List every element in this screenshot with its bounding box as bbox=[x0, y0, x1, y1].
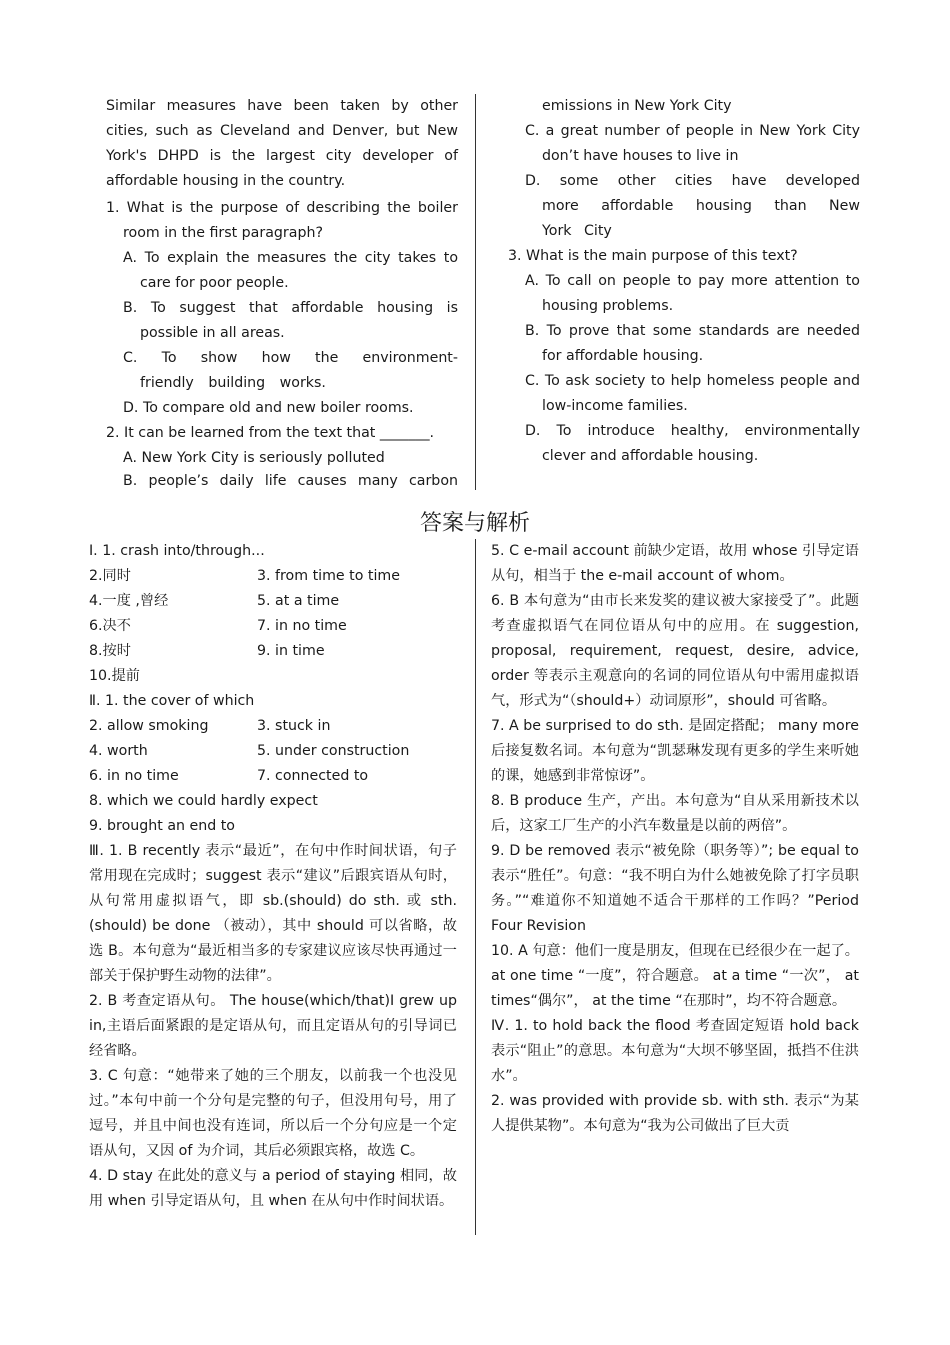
column-divider-bottom bbox=[475, 539, 476, 1235]
answer-3-6: 6. B 本句意为“由市长来发奖的建议被大家接受了”。此题考查虚拟语气在同位语从句中的应用。在 suggestion, proposal, requirement, request, desire, advice, order 等表示主观意向的名词的同位语从句中需用虚拟语气，形式为“（should+）动词原形”，should 可省略。 bbox=[491, 593, 859, 709]
question-1-option-d: D. To compare old and new boiler rooms. bbox=[123, 400, 414, 416]
answer-3-2: 2. B 考查定语从句。 The house(which/that)I grew up in,主语后面紧跟的是定语从句，而且定语从句的引导词已经省略。 bbox=[89, 993, 457, 1059]
answers-column-right bbox=[491, 539, 859, 1139]
answer-row: 4.一度 ,曾经 5. at a time bbox=[89, 593, 340, 609]
answer-2-8: 8. which we could hardly expect bbox=[89, 793, 318, 809]
answer-row: 2. allow smoking 3. stuck in bbox=[89, 718, 331, 734]
question-2-option-a: A. New York City is seriously polluted bbox=[123, 450, 385, 466]
answer-row: 6.决不 7. in no time bbox=[89, 618, 347, 634]
question-2-option-b-cont: emissions in New York City bbox=[542, 98, 732, 114]
answers-title: 答案与解析 bbox=[419, 511, 530, 536]
question-2-option-d: D. some other cities have developed more affordable housing than New York City bbox=[525, 173, 860, 239]
question-1-option-b: B. To suggest that affordable housing is possible in all areas. bbox=[123, 300, 458, 341]
answer-2-9: 9. brought an end to bbox=[89, 818, 235, 834]
answer-3-9: 9. D be removed 表示“被免除（职务等）”; be equal to 表示“胜任”。句意：“我不明白为什么她被免除了打字员职务。”“难道你不知道她不适合干那样的工作吗？”Period Four Revision bbox=[491, 843, 859, 934]
answer-10: 10.提前 bbox=[89, 668, 140, 684]
section-2-head: Ⅱ. 1. the cover of which bbox=[89, 693, 255, 709]
answer-row: 4. worth 5. under construction bbox=[89, 743, 410, 759]
question-3-option-b: B. To prove that some standards are needed for affordable housing. bbox=[525, 323, 860, 364]
reading-paragraph: Similar measures have been taken by other cities, such as Cleveland and Denver, but New York's DHPD is the largest city developer of affordable housing in the country. bbox=[106, 98, 458, 189]
answer-4-1: Ⅳ. 1. to hold back the flood 考查固定短语 hold back 表示“阻止”的意思。本句意为“大坝不够坚固，抵挡不住洪水”。 bbox=[491, 1018, 859, 1084]
question-3-option-d: D. To introduce healthy, environmentally clever and affordable housing. bbox=[525, 423, 860, 464]
section-1-head: Ⅰ. 1. crash into/through... bbox=[89, 543, 265, 559]
question-3-option-c: C. To ask society to help homeless people and low-income families. bbox=[525, 373, 860, 414]
answer-3-4: 4. D stay 在此处的意义与 a period of staying 相同，故用 when 引导定语从句，且 when 在从句中作时间状语。 bbox=[89, 1168, 457, 1209]
answers-column-left bbox=[89, 539, 457, 1214]
answer-3-10: 10. A 句意：他们一度是朋友，但现在已经很少在一起了。 at one time “一度”，符合题意。 at a time “一次”， at times“偶尔”， at the time “在那时”，均不符合题意。 bbox=[491, 943, 859, 1009]
answer-3-8: 8. B produce 生产，产出。本句意为“自从采用新技术以后，这家工厂生产的小汽车数量是以前的两倍”。 bbox=[491, 793, 859, 834]
answer-3-7: 7. A be surprised to do sth. 是固定搭配； many more 后接复数名词。本句意为“凯瑟琳发现有更多的学生来听她的课，她感到非常惊讶”。 bbox=[491, 718, 859, 784]
column-divider-top bbox=[475, 94, 476, 490]
question-2: 2. It can be learned from the text that _______. bbox=[106, 425, 435, 441]
question-2-option-c: C. a great number of people in New York City don’t have houses to live in bbox=[525, 123, 860, 164]
answer-3-5: 5. C e-mail account 前缺少定语，故用 whose 引导定语从句，相当于 the e-mail account of whom。 bbox=[491, 543, 859, 584]
question-2-option-b-start: B. people’s daily life causes many carbon bbox=[123, 473, 458, 489]
question-3-option-a: A. To call on people to pay more attention to housing problems. bbox=[525, 273, 860, 314]
question-1: 1. What is the purpose of describing the boiler room in the first paragraph? bbox=[106, 200, 458, 241]
answer-row: 2.同时 3. from time to time bbox=[89, 568, 400, 584]
answer-4-2: 2. was provided with provide sb. with sth. 表示“为某人提供某物”。本句意为“我为公司做出了巨大贡 bbox=[491, 1093, 859, 1134]
answer-row: 8.按时 9. in time bbox=[89, 643, 325, 659]
reading-column-left bbox=[106, 94, 458, 471]
question-3: 3. What is the main purpose of this text? bbox=[508, 248, 798, 264]
question-1-option-a: A. To explain the measures the city takes to care for poor people. bbox=[123, 250, 458, 291]
answer-3-3: 3. C 句意：“她带来了她的三个朋友，以前我一个也没见过。”本句中前一个分句是完整的句子，但没用句号，用了逗号，并且中间也没有连词，所以后一个分句应是一个定语从句，又因 of 为介词，其后必须跟宾格，故选 C。 bbox=[89, 1068, 457, 1159]
question-1-option-c: C. To show how the environment-friendly building works. bbox=[123, 350, 458, 391]
answer-row: 6. in no time 7. connected to bbox=[89, 768, 369, 784]
answer-3-1: Ⅲ. 1. B recently 表示“最近”，在句中作时间状语，句子常用现在完成时；suggest 表示“建议”后跟宾语从句时，从句常用虚拟语气，即 sb.(should) do sth. 或 sth. (should) be done （被动），其中 should 可以省略，故选 B。本句意为“最近相当多的专家建议应该尽快再通过一部关于保护野生动物的法律”。 bbox=[89, 843, 457, 984]
